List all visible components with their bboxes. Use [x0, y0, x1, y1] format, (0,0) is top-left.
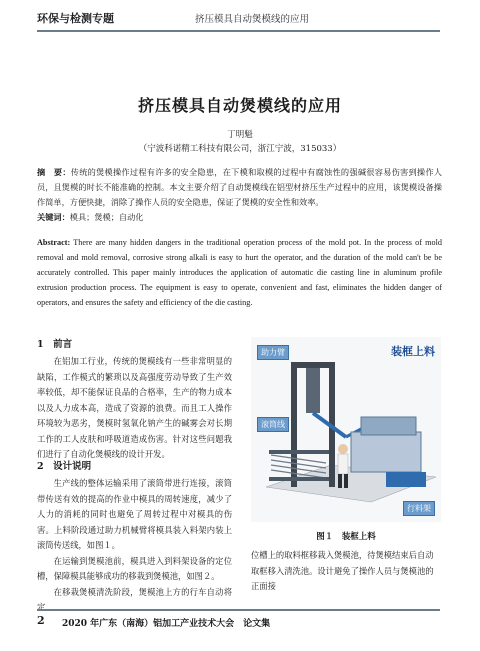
section-2-paragraph-2: 在运输到煲模池前，模具进入到料架设备的定位槽，保障模具能够成功的移栽到煲模池，如图２。	[37, 555, 232, 581]
section-2	[37, 458, 232, 616]
page-number: 2	[37, 614, 45, 627]
running-header-title: 挤压模具自动煲模线的应用	[195, 14, 310, 25]
section-2-heading: 2 设计说明	[37, 461, 92, 472]
section-1	[37, 336, 232, 463]
figure-label-arm: 助力臂	[257, 345, 289, 360]
journal-section-label: 环保与检测专题	[37, 12, 114, 25]
abstract-en-text: There are many hidden dangers in the traditional operation process of the mold pot. In the process of mold removal and mold removal, corrosive strong alkali is easy to hurt the operator, and the duration of the mold can't be be accurately controlled. This paper mainly introduces the application of automatic die casting line in aluminum profile extrusion production process. The equipment is easy to operate, convenient and fast, eliminates the hidden danger of operators, and ensures the safety and efficiency of the die casting.	[37, 238, 442, 307]
footer-conference-title: 2020 年广东（南海）铝加工产业技术大会 论文集	[62, 619, 271, 629]
abstract-cn	[37, 165, 442, 210]
affiliation: （宁波科诺精工科技有限公司，浙江宁波，315033）	[138, 144, 342, 154]
figure-label-rack: 行料架	[403, 501, 435, 516]
figure-brand-label: 装框上料	[391, 345, 435, 358]
abstract-en	[37, 235, 442, 310]
section-1-text: 在铝加工行业，传统的煲模线有一些非常明显的缺陷，工作模式的繁琐以及高强度劳动导致了生产效率较低，却不能保证良品的合格率，生产的物力成本以及人力成本高，造成了资源的浪费。而且工人操作环境较为恶劣，煲模时氢氧化钠产生的碱雾会对长期工作的工人皮肤和呼吸道造成伤害。针对这些问题我们进行了自动化煲模线的设计开发。	[37, 356, 232, 459]
section-2-paragraph-1: 生产线的整体运输采用了滚筒带进行连接，滚筒带传送有效的提高的作业中模具的周转速度，减少了人力的消耗的同时也避免了周转过程中对模具的伤害。上料阶段通过助力机械臂将模具装入料架内装上滚筒传送线，如图１。	[37, 478, 232, 550]
figure-1-caption: 图１ 装框上料	[316, 532, 376, 542]
abstract-cn-text: 传统的煲模操作过程有许多的安全隐患，在下模和取模的过程中有腐蚀性的强碱很容易伤害到操作人员，且煲模的时长不能准确的控制。本文主要介绍了自动煲模线在铝型材挤压生产过程中的应用，该煲模设备操作简单，方便快捷，消除了操作人员的安全隐患，保证了煲模的安全性和效率。	[37, 167, 442, 207]
abstract-cn-label: 摘 要：	[37, 167, 71, 177]
abstract-en-label: Abstract:	[37, 238, 71, 247]
header-rule	[37, 30, 440, 32]
article-title: 挤压模具自动煲模线的应用	[137, 96, 342, 115]
keywords-cn	[37, 212, 143, 223]
section-1-heading: 1 前言	[37, 339, 73, 350]
keywords-cn-label: 关键词：	[37, 212, 70, 222]
figure-1-illustration	[251, 337, 441, 522]
right-column-text: 位槽上的取料框移栽入煲模池，待煲模结束后自动取框移入清洗池。设计避免了操作人员与煲模池的正面接	[251, 550, 434, 591]
figure-label-conveyor: 滚筒线	[257, 417, 289, 432]
author: 丁明魁	[227, 130, 253, 140]
footer-rule	[37, 609, 440, 611]
keywords-cn-text: 模具；煲模；自动化	[69, 212, 144, 222]
section-2-paragraph-3: 在移栽煲模清洗阶段，煲模池上方的行车自动将定	[37, 586, 232, 612]
